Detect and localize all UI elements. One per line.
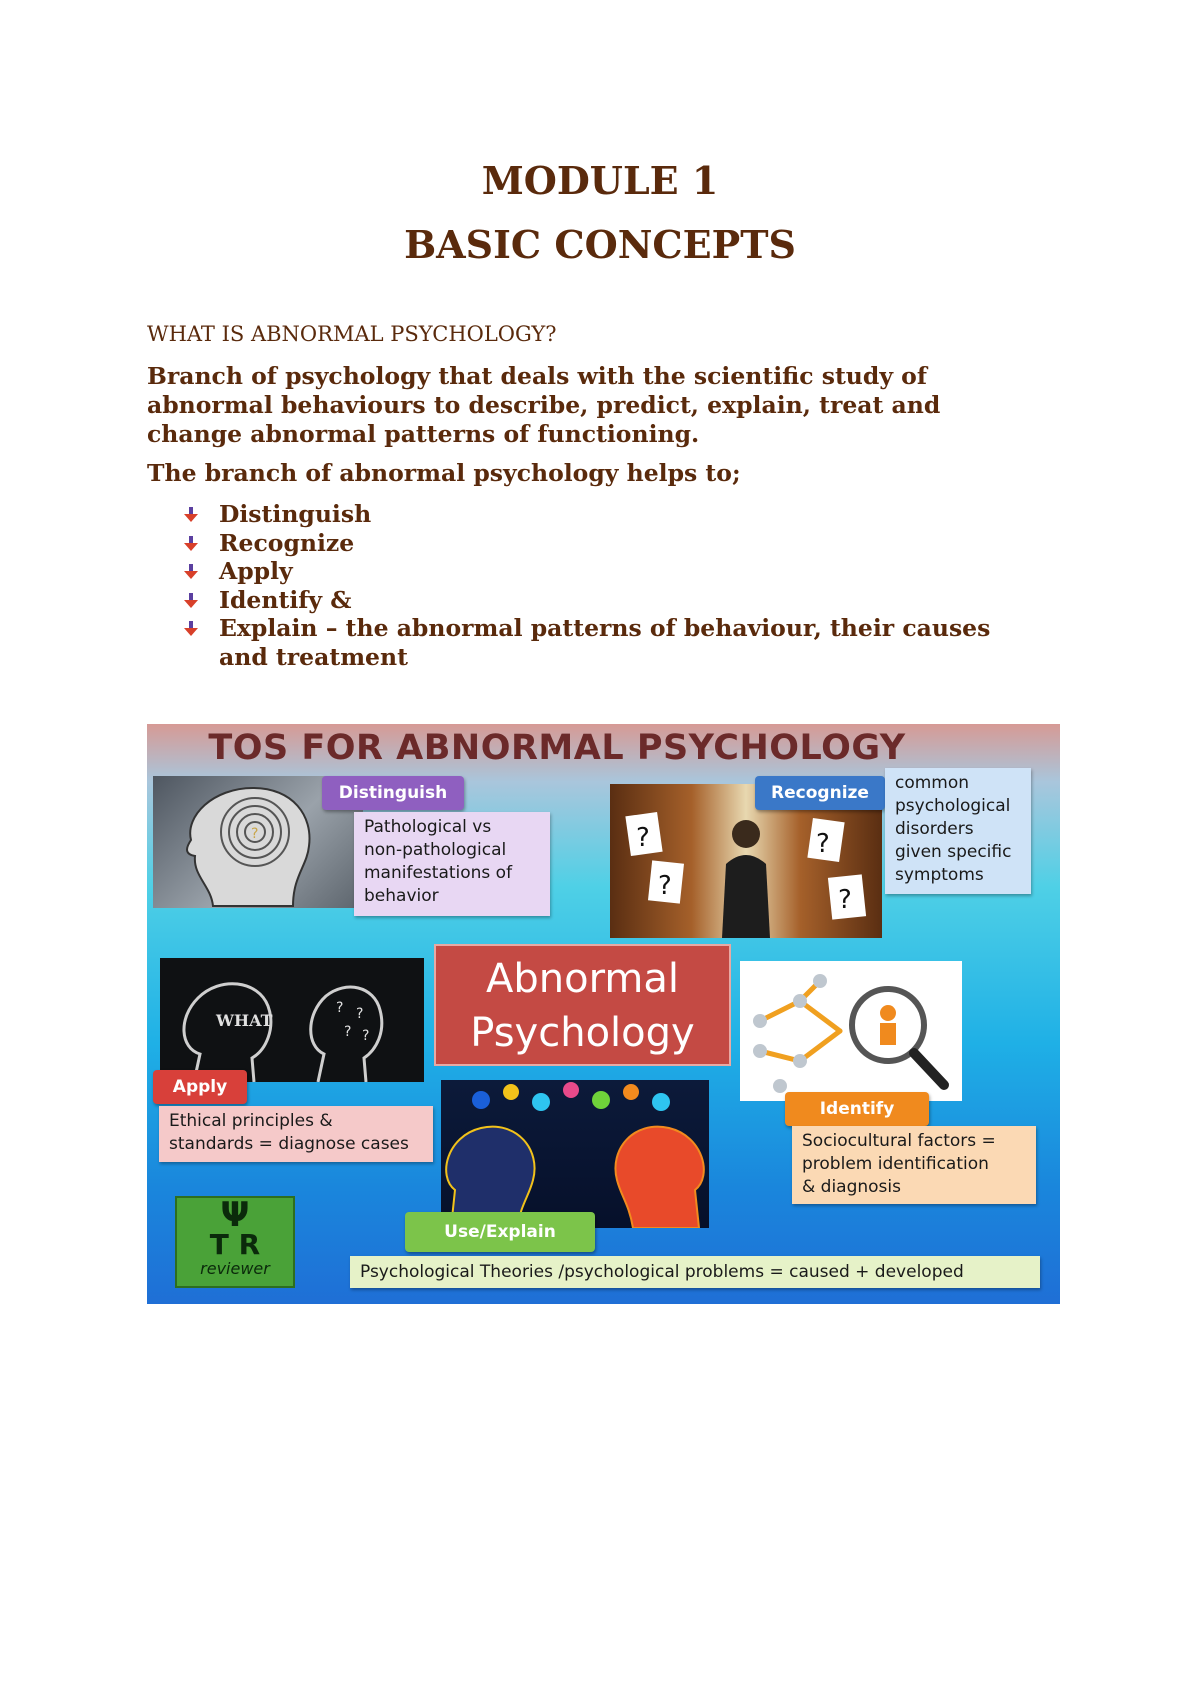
- section-heading: WHAT IS ABNORMAL PSYCHOLOGY?: [147, 322, 557, 346]
- svg-text:?: ?: [838, 885, 852, 915]
- list-item: [183, 500, 1033, 529]
- two-heads-image: [441, 1080, 709, 1228]
- bullet-list: [183, 500, 1033, 672]
- down-arrow-icon: [183, 507, 199, 523]
- down-arrow-icon: [183, 593, 199, 609]
- bullet-text: Identify &: [219, 585, 352, 614]
- helps-intro: The branch of abnormal psychology helps to;: [147, 459, 741, 487]
- list-item: [183, 529, 1033, 558]
- definition-paragraph: Branch of psychology that deals with the scientific study of abnormal behaviours to describe, predict, explain, treat and change abnormal patterns of functioning.: [147, 362, 941, 448]
- explain-description: Psychological Theories /psychological problems = caused + developed: [350, 1256, 1040, 1288]
- svg-text:?: ?: [251, 826, 259, 842]
- what-text: WHAT: [216, 1011, 273, 1030]
- down-arrow-icon: [183, 536, 199, 552]
- apply-description: Ethical principles & standards = diagnose cases: [159, 1106, 433, 1162]
- what-heads-image: [160, 958, 424, 1082]
- svg-text:?: ?: [816, 829, 830, 859]
- abnormal-psychology-box: Abnormal Psychology: [434, 944, 731, 1066]
- network-search-image: [740, 961, 962, 1101]
- infographic-title: TOS FOR ABNORMAL PSYCHOLOGY: [208, 728, 906, 768]
- module-subtitle: BASIC CONCEPTS: [404, 222, 796, 267]
- use-explain-tab: Use/Explain: [405, 1212, 595, 1252]
- svg-text:?: ?: [344, 1024, 352, 1040]
- recognize-tab: Recognize: [755, 776, 885, 810]
- bullet-text: Distinguish: [219, 500, 372, 528]
- svg-text:?: ?: [658, 871, 672, 901]
- svg-text:?: ?: [636, 823, 650, 853]
- bullet-text: Explain – the abnormal patterns of behaviour, their causes and treatment: [219, 614, 991, 671]
- distinguish-description: Pathological vs non-pathological manifestations of behavior: [354, 812, 550, 916]
- list-item: [183, 586, 1033, 615]
- bullet-text: Apply: [219, 557, 293, 586]
- identify-tab: Identify: [785, 1092, 929, 1126]
- distinguish-tab: Distinguish: [322, 776, 464, 810]
- bullet-text: Recognize: [219, 528, 355, 557]
- list-item: [183, 557, 1033, 586]
- down-arrow-icon: [183, 564, 199, 580]
- recognize-description: common psychological disorders given specific symptoms: [885, 768, 1031, 894]
- tr-reviewer-logo: Ψ T R reviewer: [175, 1196, 295, 1288]
- identify-description: Sociocultural factors = problem identification & diagnosis: [792, 1126, 1036, 1204]
- svg-text:?: ?: [362, 1028, 370, 1044]
- down-arrow-icon: [183, 621, 199, 637]
- tos-infographic: [147, 724, 1060, 1304]
- apply-tab: Apply: [153, 1070, 247, 1104]
- list-item: [183, 614, 1033, 671]
- svg-text:?: ?: [336, 1000, 344, 1016]
- svg-text:?: ?: [356, 1006, 364, 1022]
- module-title: MODULE 1: [481, 158, 719, 203]
